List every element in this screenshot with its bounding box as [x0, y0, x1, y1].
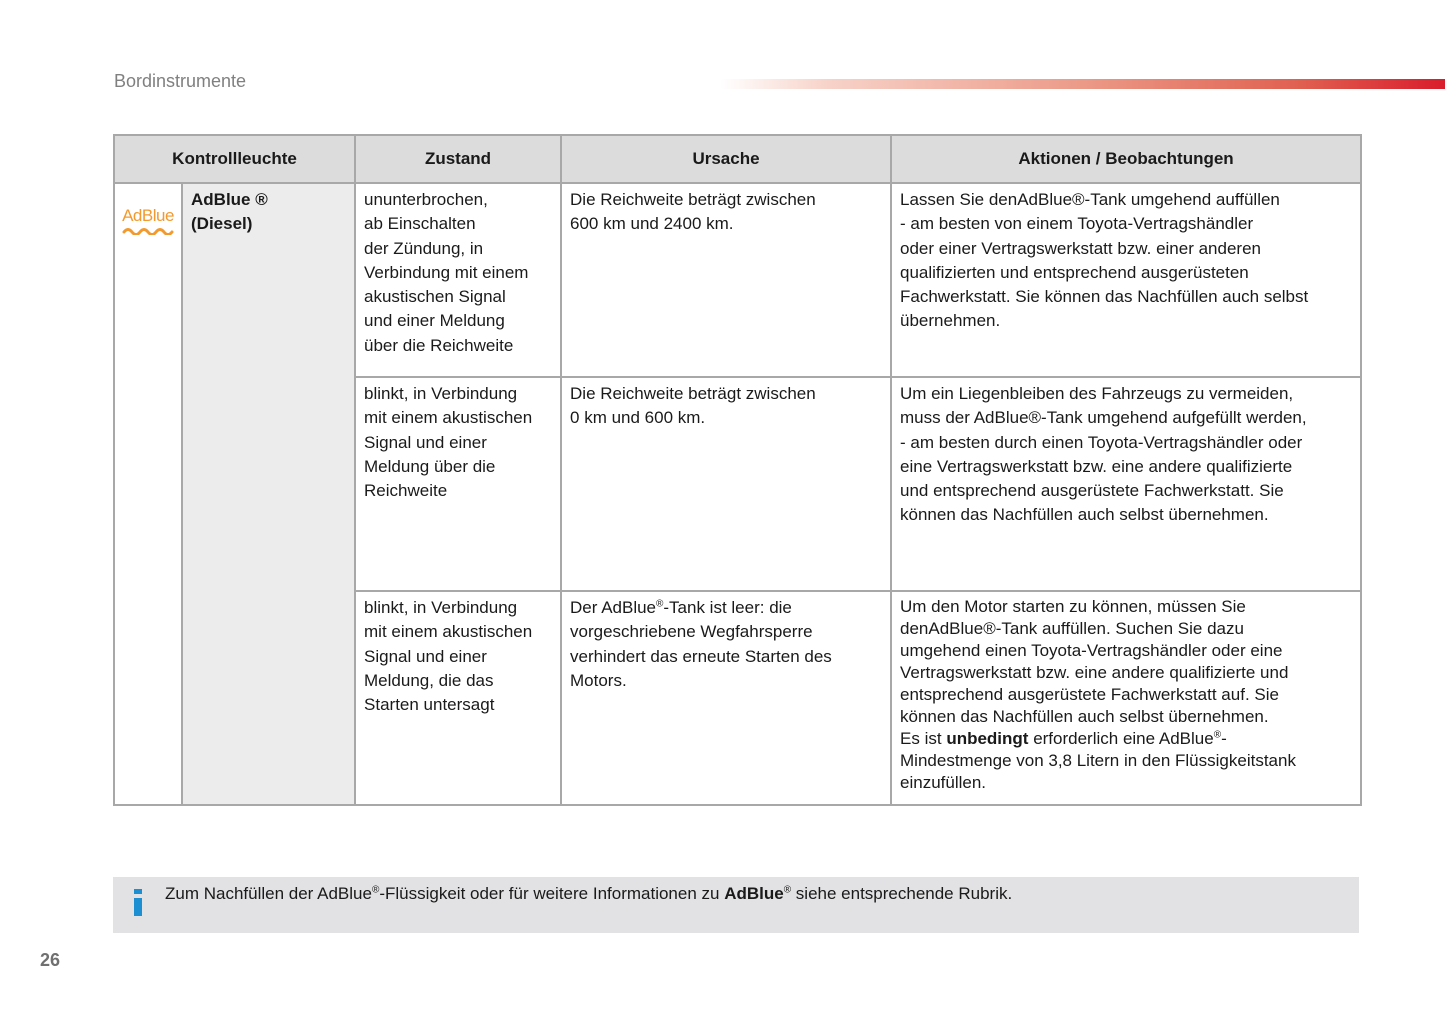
zustand-cell: [355, 183, 561, 377]
text-line: Verbindung mit einem: [364, 262, 529, 282]
registered-mark: ®: [371, 884, 380, 896]
ursache-cell: [561, 591, 891, 805]
indicator-fuel-type: (Diesel): [191, 214, 253, 234]
zustand-cell: [355, 591, 561, 805]
text-span: Zum Nachfüllen der AdBlue: [165, 884, 372, 903]
text-span: Es ist: [900, 729, 947, 748]
text-span: -Flüssigkeit oder für weitere Informationen zu: [379, 884, 725, 903]
text-span: siehe entsprechende Rubrik.: [791, 884, 1013, 903]
text-line: Die Reichweite beträgt zwischen: [570, 384, 816, 403]
table-row: [114, 183, 1361, 377]
info-note-text: [165, 884, 1012, 904]
registered-mark: ®: [1213, 729, 1222, 741]
warning-lights-table: [113, 134, 1362, 806]
text-line: Lassen Sie denAdBlue®-Tank umgehend auffüllen: [900, 190, 1280, 209]
info-icon: [133, 889, 143, 915]
text-line: Mindestmenge von 3,8 Litern in den Flüssigkeitstank: [900, 751, 1296, 770]
ursache-cell: [561, 183, 891, 377]
text-line: eine Vertragswerkstatt bzw. eine andere qualifizierte: [900, 456, 1293, 476]
text-span: Der AdBlue: [570, 598, 657, 617]
text-line: vorgeschriebene Wegfahrsperre: [570, 622, 813, 642]
text-line: muss der AdBlue®-Tank umgehend aufgefüllt werden,: [900, 408, 1307, 428]
text-line: über die Reichweite: [364, 335, 514, 355]
text-line: und entsprechend ausgerüstete Fachwerkstatt. Sie: [900, 481, 1284, 501]
text-line: der Zündung, in: [364, 238, 484, 258]
text-line: können das Nachfüllen auch selbst übernehmen.: [900, 707, 1269, 726]
text-line: [900, 728, 1352, 750]
text-line: Motors.: [570, 670, 627, 690]
text-line: und einer Meldung: [364, 311, 505, 331]
text-line: Reichweite: [364, 481, 448, 501]
emphasis-text: unbedingt: [946, 729, 1029, 748]
text-line: mit einem akustischen: [364, 622, 533, 642]
text-span: -: [1221, 729, 1227, 748]
aktionen-cell: [891, 183, 1361, 377]
column-header-ursache: Ursache: [561, 135, 891, 183]
text-line: blinkt, in Verbindung: [364, 598, 518, 617]
text-line: akustischen Signal: [364, 287, 506, 307]
text-line: - am besten durch einen Toyota-Vertragshändler oder: [900, 432, 1303, 452]
aktionen-cell: [891, 591, 1361, 805]
wave-icon: [122, 227, 174, 235]
text-line: verhindert das erneute Starten des: [570, 646, 832, 666]
text-line: Meldung über die: [364, 456, 496, 476]
text-line: 600 km und 2400 km.: [570, 214, 734, 234]
text-line: qualifizierten und entsprechend ausgerüsteten: [900, 262, 1249, 282]
text-line: blinkt, in Verbindung: [364, 384, 518, 403]
text-line: ab Einschalten: [364, 214, 476, 234]
registered-mark: ®: [656, 598, 664, 610]
text-line: Die Reichweite beträgt zwischen: [570, 190, 816, 209]
text-line: umgehend einen Toyota-Vertragshändler oder eine: [900, 641, 1283, 660]
header-accent-bar: [720, 79, 1445, 89]
registered-mark: ®: [783, 884, 792, 896]
ursache-cell: [561, 377, 891, 591]
text-line: oder einer Vertragswerkstatt bzw. einer anderen: [900, 238, 1261, 258]
text-line: Um ein Liegenbleiben des Fahrzeugs zu vermeiden,: [900, 384, 1294, 403]
aktionen-cell: [891, 377, 1361, 591]
column-header-zustand: Zustand: [355, 135, 561, 183]
text-line: [570, 596, 882, 620]
text-line: übernehmen.: [900, 311, 1001, 331]
text-line: Vertragswerkstatt bzw. eine andere qualifizierte und: [900, 663, 1289, 682]
zustand-cell: [355, 377, 561, 591]
indicator-name: AdBlue ®: [191, 190, 268, 209]
text-line: Starten untersagt: [364, 695, 495, 715]
text-line: ununterbrochen,: [364, 190, 488, 209]
text-line: - am besten von einem Toyota-Vertragshändler: [900, 214, 1254, 234]
indicator-name-cell: [182, 183, 355, 805]
text-line: 0 km und 600 km.: [570, 408, 706, 428]
text-line: Signal und einer: [364, 432, 487, 452]
adblue-icon-label: AdBlue: [122, 206, 174, 225]
adblue-icon: [122, 207, 174, 235]
page-number: 26: [40, 950, 61, 970]
text-line: mit einem akustischen: [364, 408, 533, 428]
text-line: entsprechend ausgerüstete Fachwerkstatt auf. Sie: [900, 685, 1279, 704]
text-line: Signal und einer: [364, 646, 487, 666]
emphasis-text: AdBlue: [724, 884, 784, 903]
info-note: [113, 877, 1359, 933]
text-span: -Tank ist leer: die: [663, 598, 792, 617]
table-header-row: [114, 135, 1361, 183]
column-header-kontrollleuchte: Kontrollleuchte: [114, 135, 355, 183]
indicator-icon-cell: [114, 183, 182, 805]
text-line: Fachwerkstatt. Sie können das Nachfüllen auch selbst: [900, 287, 1309, 307]
text-line: können das Nachfüllen auch selbst übernehmen.: [900, 505, 1269, 525]
text-span: erforderlich eine AdBlue: [1028, 729, 1214, 748]
text-line: Meldung, die das: [364, 670, 494, 690]
text-line: einzufüllen.: [900, 773, 987, 792]
section-title: Bordinstrumente: [114, 71, 247, 91]
column-header-aktionen: Aktionen / Beobachtungen: [891, 135, 1361, 183]
text-line: Um den Motor starten zu können, müssen Sie: [900, 597, 1246, 616]
text-line: denAdBlue®-Tank auffüllen. Suchen Sie dazu: [900, 619, 1244, 638]
